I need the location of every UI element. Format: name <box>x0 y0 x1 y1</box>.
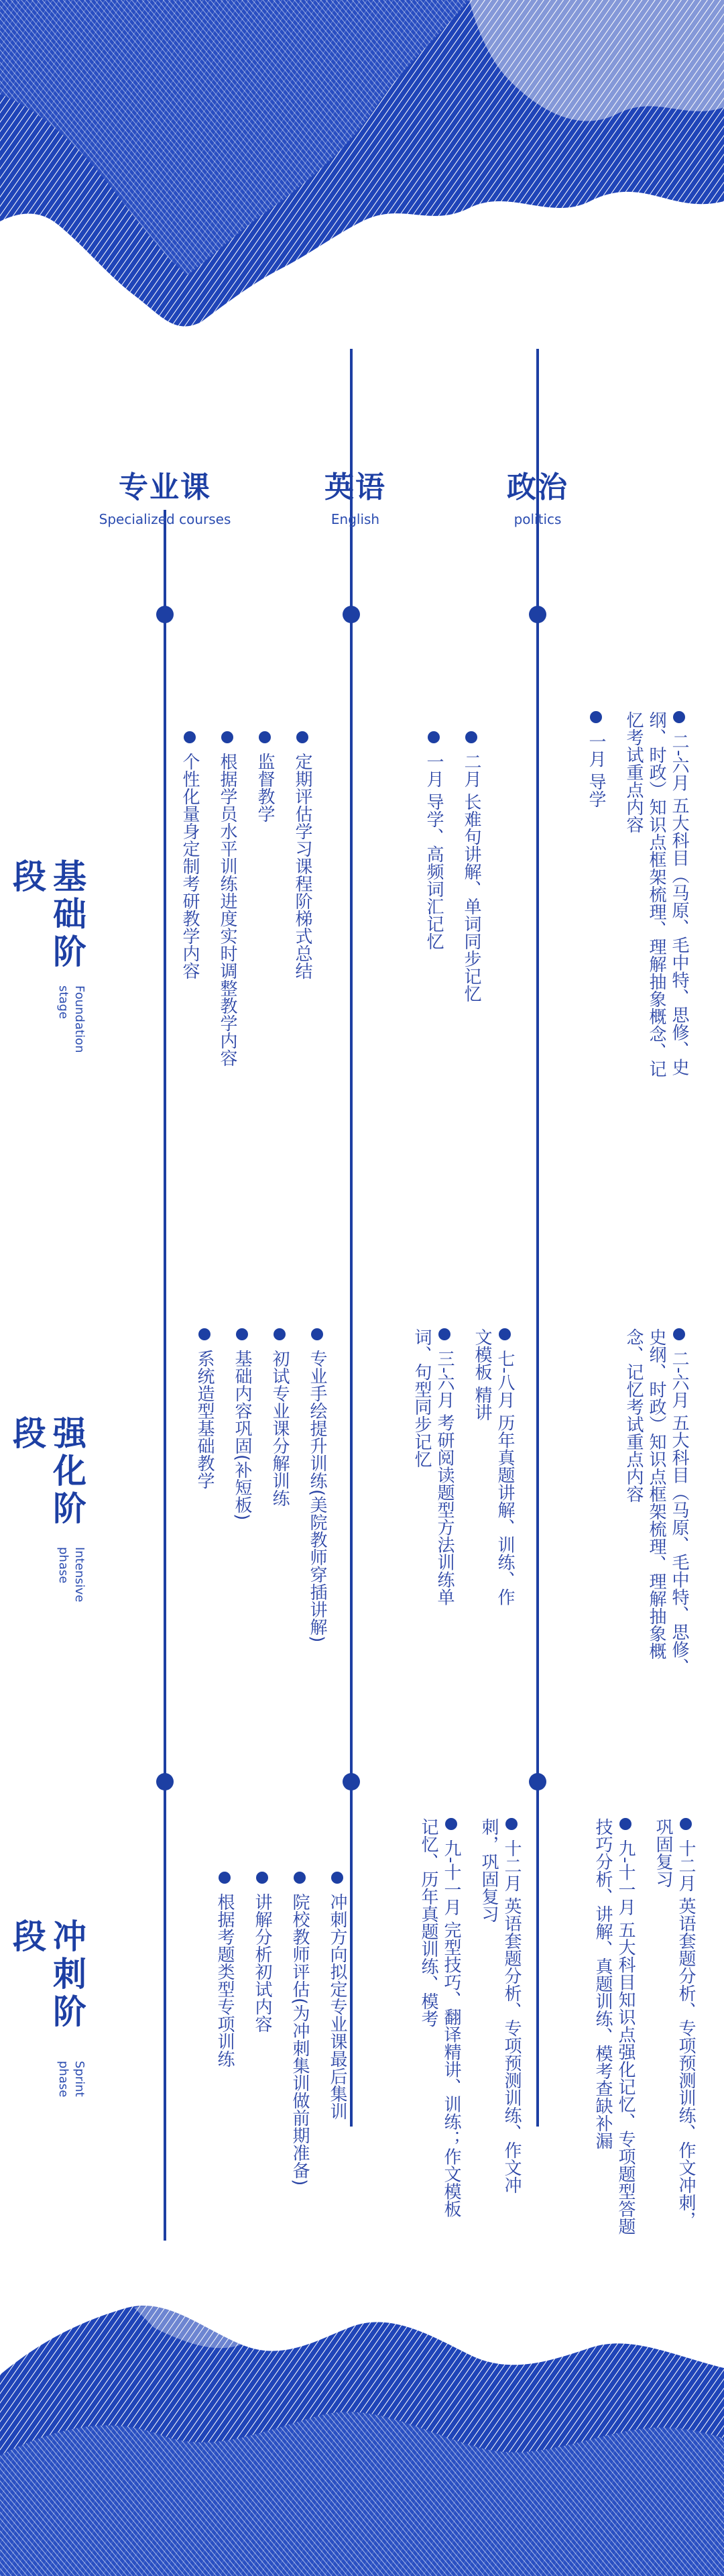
column-header-yingyu <box>268 463 442 527</box>
bullet-icon <box>673 711 685 723</box>
bullet-icon <box>236 1328 248 1340</box>
bullet-icon <box>311 1328 323 1340</box>
list-item: 一月 导学、高频词汇记忆 <box>422 731 445 1107</box>
list-item: 九-十一月 五大科目知识点强化记忆、专项题型答题技巧分析、讲解、真题训练、模考查缺补漏 <box>593 1818 636 2235</box>
bullet-icon <box>274 1328 286 1340</box>
list-item: 基础内容巩固(补短板) <box>231 1328 253 1690</box>
list-item: 初试专业课分解训练 <box>268 1328 291 1690</box>
intensive-yingyu-list <box>396 1328 516 1610</box>
bullet-icon <box>438 1328 450 1340</box>
column-subtitle: English <box>330 511 380 527</box>
bullet-icon <box>221 731 233 743</box>
list-item: 三-六月 考研阅读题型方法训练单词、句型同步记忆 <box>412 1328 455 1606</box>
list-item: 二-六月 五大科目（马原、毛中特、思修、史纲、时政）知识点框架梳理、理解抽象概念、记忆考试重点内容 <box>623 711 689 1077</box>
stage-label-foundation <box>7 859 87 1073</box>
stage-dot <box>529 606 546 623</box>
foundation-yingyu-list <box>408 731 483 1107</box>
bullet-icon <box>256 1872 268 1884</box>
stage-subtitle: Foundation stage <box>56 985 86 1053</box>
column-subtitle: politics <box>514 511 562 527</box>
bullet-icon <box>445 1818 457 1830</box>
list-item: 一月 导学 <box>585 711 607 1087</box>
bullet-icon <box>294 1872 306 1884</box>
foundation-zhengzhi-list <box>570 711 690 1087</box>
foundation-zhuanye-list <box>164 731 314 1107</box>
list-item: 监督教学 <box>253 731 276 1107</box>
intensive-zhuanye-list <box>178 1328 328 1690</box>
stage-dot <box>156 1773 174 1790</box>
list-item: 七-八月 历年真题讲解、训练、作文模板 精讲 <box>472 1328 515 1606</box>
stage-dot <box>529 1773 546 1790</box>
stage-label-sprint <box>7 1919 87 2133</box>
bullet-icon <box>505 1818 518 1830</box>
column-title: 政治 <box>507 470 568 504</box>
bullet-icon <box>499 1328 511 1340</box>
list-item: 系统造型基础教学 <box>193 1328 216 1690</box>
bullet-icon <box>198 1328 210 1340</box>
column-header-zhuanye <box>78 463 252 527</box>
stage-dot <box>156 606 174 623</box>
bullet-icon <box>428 731 440 743</box>
column-title: 英语 <box>324 470 386 504</box>
column-header-zhengzhi <box>450 463 625 527</box>
sprint-zhuanye-list <box>198 1872 349 2247</box>
stage-title: 冲刺阶段 <box>7 1919 86 2031</box>
list-item: 冲刺方向拟定专业课最后集训 <box>326 1872 349 2247</box>
bullet-icon <box>219 1872 231 1884</box>
list-item: 根据考题类型专项训练 <box>213 1872 236 2247</box>
bullet-icon <box>259 731 271 743</box>
list-item: 二月 长难句讲解、单词同步记忆 <box>460 731 483 1107</box>
bottom-mountain-image <box>0 2281 724 2576</box>
bullet-icon <box>680 1818 692 1830</box>
bullet-icon <box>590 711 602 723</box>
list-item: 十二月 英语套题分析、专项预测训练、作文冲刺，巩固复习 <box>653 1818 696 2229</box>
list-item: 二-六月 五大科目（马原、毛中特、思修、史纲、时政）知识点框架梳理、理解抽象概念、记忆考试重点内容 <box>623 1328 689 1676</box>
top-mountain-image <box>0 0 724 362</box>
intensive-zhengzhi-list <box>607 1328 690 1690</box>
stage-title: 强化阶段 <box>7 1415 86 1528</box>
bullet-icon <box>619 1818 631 1830</box>
list-item: 十二月 英语套题分析、专项预测训练、作文冲刺，巩固复习 <box>479 1818 522 2194</box>
column-title: 专业课 <box>119 470 211 504</box>
list-item: 专业手绘提升训练(美院教师穿插讲解) <box>306 1328 328 1690</box>
bullet-icon <box>465 731 477 743</box>
stage-title: 基础阶段 <box>7 859 86 971</box>
stage-dot <box>343 1773 360 1790</box>
sprint-yingyu-list <box>402 1818 523 2220</box>
bullet-icon <box>296 731 308 743</box>
stage-subtitle: Sprint phase <box>56 2061 86 2098</box>
bullet-icon <box>184 731 196 743</box>
stage-dot <box>343 606 360 623</box>
bullet-icon <box>673 1328 685 1340</box>
column-subtitle: Specialized courses <box>99 511 231 527</box>
list-item: 九-十一月 完型技巧、翻译精讲、训练；作文模板记忆、历年真题训练、模考 <box>418 1818 461 2218</box>
list-item: 院校教师评估(为冲刺集训做前期准备) <box>288 1872 311 2247</box>
bullet-icon <box>331 1872 343 1884</box>
list-item: 定期评估学习课程阶梯式总结 <box>291 731 314 1107</box>
list-item: 讲解分析初试内容 <box>251 1872 274 2247</box>
list-item: 个性化量身定制考研教学内容 <box>178 731 201 1107</box>
sprint-zhengzhi-list <box>577 1818 697 2241</box>
stage-subtitle: Intensive phase <box>56 1546 86 1602</box>
list-item: 根据学员水平训练进度实时调整教学内容 <box>216 731 239 1107</box>
stage-label-intensive <box>7 1415 87 1630</box>
